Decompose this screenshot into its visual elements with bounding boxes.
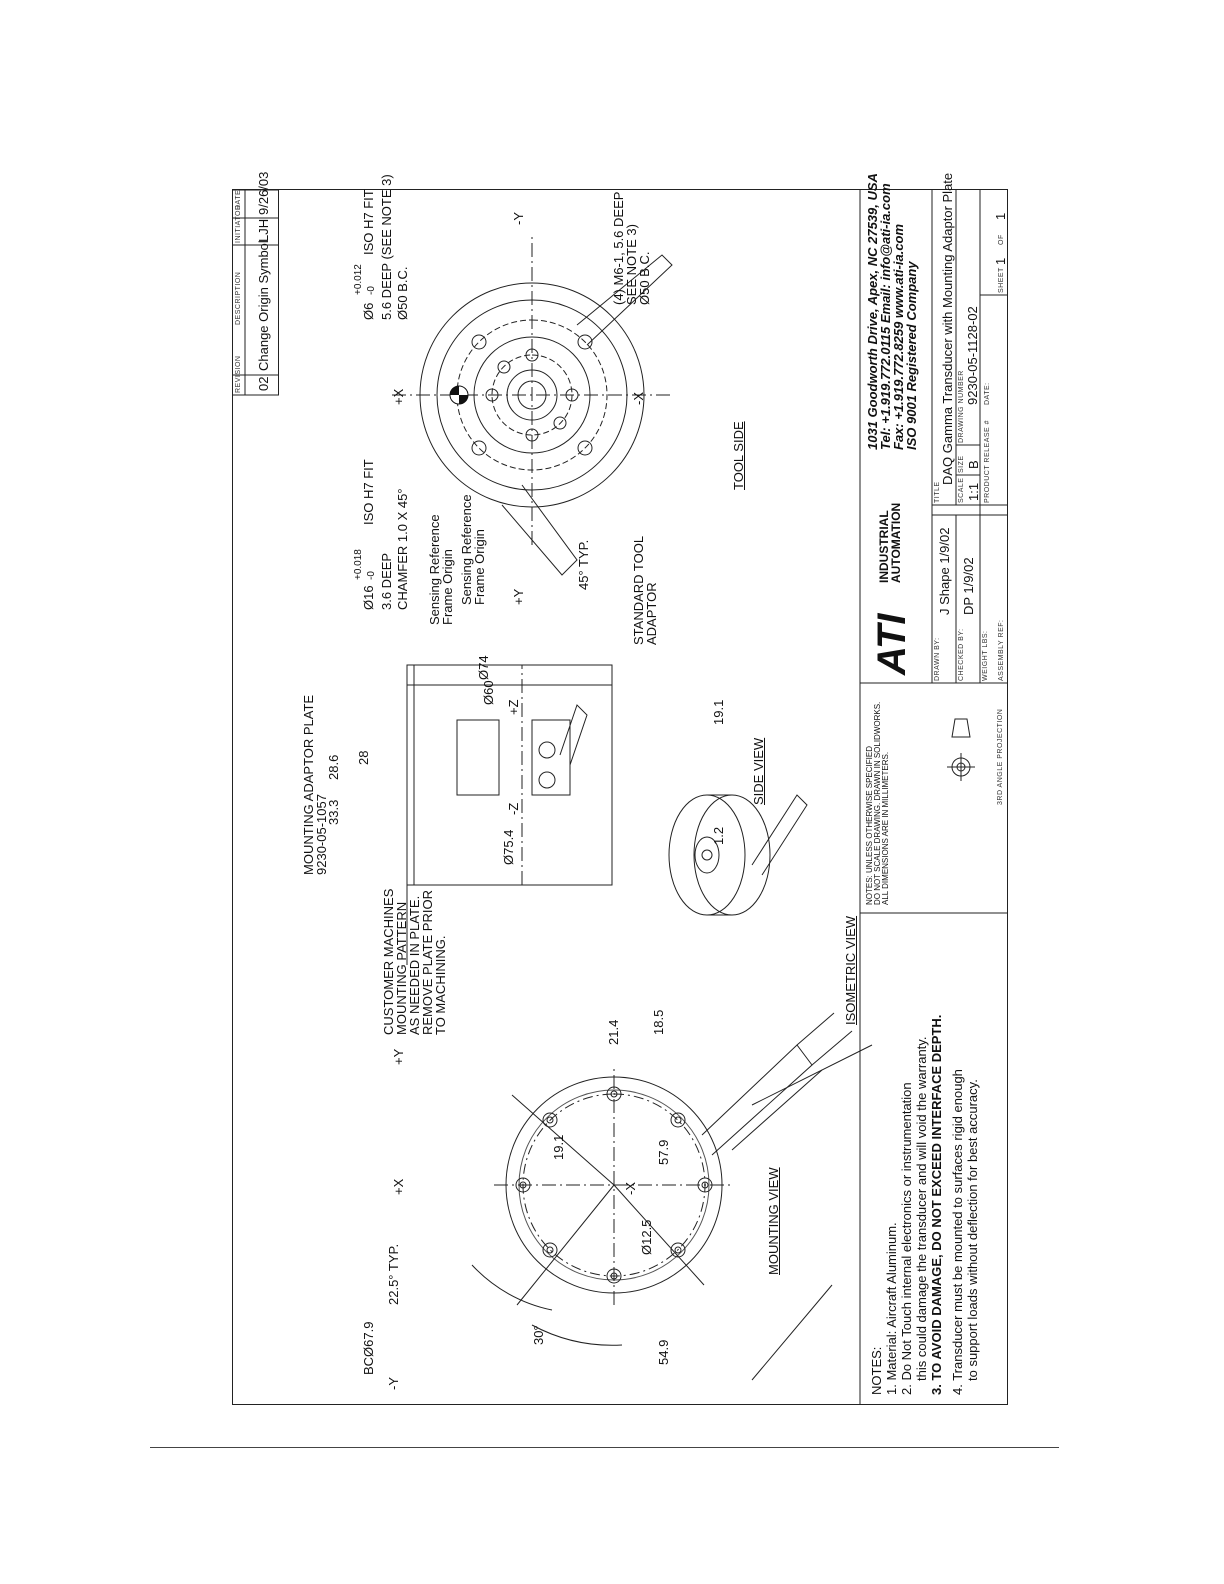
axis-plus-y: +Y — [391, 1048, 406, 1065]
m6-label-line-2: SEE NOTE 3) — [624, 224, 639, 305]
sensing-origin-2-line-1: Sensing Reference — [459, 494, 474, 605]
rev-header-description: DESCRIPTION — [235, 271, 242, 325]
company-address — [866, 173, 918, 450]
rev-header-revision: REVISION — [235, 355, 242, 393]
hole6-bc: Ø50 B.C. — [395, 266, 410, 320]
hole16-fit: ISO H7 FIT — [361, 459, 376, 525]
std-tool-line-1: STANDARD TOOL — [631, 535, 646, 645]
sheet-label: SHEET — [998, 267, 1005, 293]
m6-label-line-3: Ø50 B.C. — [637, 251, 652, 305]
adaptor-label — [302, 695, 328, 875]
sheet-number: 1 — [993, 257, 1008, 265]
general-notes-1: NOTES: UNLESS OTHERWISE SPECIFIED — [865, 746, 874, 905]
weight-label: WEIGHT LBS: — [982, 630, 989, 681]
notes — [870, 1015, 979, 1395]
assembly-label: ASSEMBLY REF: — [998, 619, 1005, 681]
note-3: 3. TO AVOID DAMAGE, DO NOT EXCEED INTERFACE DEPTH. — [929, 1014, 944, 1395]
logo-letters: ATI — [870, 613, 914, 675]
hole6-deep: 5.6 DEEP (SEE NOTE 3) — [379, 174, 394, 320]
customer-note-line-1: CUSTOMER MACHINES — [381, 888, 396, 1035]
drawing-number-label: DRAWING NUMBER — [958, 370, 965, 443]
footer-rule — [150, 1447, 1059, 1448]
logo-words — [878, 503, 902, 583]
std-tool-label — [632, 536, 658, 645]
customer-note-line-4: REMOVE PLATE PRIOR — [420, 890, 435, 1035]
dim-28-6: 28.6 — [326, 754, 341, 780]
tool-axis-plus-y: +Y — [511, 588, 526, 605]
dim-74: Ø74 — [476, 655, 491, 680]
hole16-tol-minus: -0 — [366, 571, 377, 580]
bc-dim: BCØ67.9 — [361, 1321, 376, 1375]
dim-28: 28 — [356, 750, 371, 765]
dim-12-5: Ø12.5 — [639, 1219, 654, 1255]
ati-logo — [870, 502, 914, 675]
scale: 1:1 — [966, 482, 981, 501]
adaptor-label-line-1: MOUNTING ADAPTOR PLATE — [301, 694, 316, 875]
general-notes-3: ALL DIMENSIONS ARE IN MILLIMETERS. — [881, 751, 890, 905]
note-2b: this could damage the transducer and will void the warranty. — [914, 1036, 929, 1381]
tool-axis-minus-y: -Y — [511, 212, 526, 225]
hole6-dim: Ø6 — [361, 302, 376, 320]
axis-minus-z: -Z — [506, 802, 521, 815]
date-label: DATE: — [984, 382, 991, 405]
size-label: SIZE — [958, 455, 965, 473]
rev-initiator: LJH — [256, 218, 271, 242]
customer-note-line-5: TO MACHINING. — [433, 935, 448, 1035]
angle-22-5: 22.5° TYP. — [386, 1243, 401, 1305]
dim-75-4: Ø75.4 — [501, 829, 516, 865]
dim-60: Ø60 — [481, 680, 496, 705]
projection-label: 3RD ANGLE PROJECTION — [997, 708, 1004, 805]
checked-by: DP 1/9/02 — [961, 557, 976, 615]
of-label: OF — [998, 234, 1005, 245]
axis-plus-x: +X — [391, 1178, 406, 1195]
checked-by-label: CHECKED BY: — [958, 628, 965, 681]
general-notes — [866, 702, 890, 905]
sensing-origin-1-line-1: Sensing Reference — [427, 514, 442, 625]
tool-axis-minus-x: -X — [631, 392, 646, 405]
drawn-by-label: DRAWN BY: — [934, 637, 941, 681]
drawn-by: J Shape 1/9/02 — [937, 527, 952, 615]
title-label: TITLE — [934, 481, 941, 503]
sheet-total: 1 — [993, 212, 1008, 220]
hole16-dim: Ø16 — [361, 585, 376, 610]
logo-word-1: INDUSTRIAL — [877, 510, 891, 583]
note-4a: 4. Transducer must be mounted to surfaces rigid enough — [950, 1069, 965, 1395]
rev-number: 02 — [256, 376, 271, 391]
drawing-number: 9230-05-1128-02 — [965, 306, 980, 405]
note-2a: 2. Do Not Touch internal electronics or instrumentation — [899, 1082, 914, 1395]
general-notes-2: DO NOT SCALE DRAWING. DRAWN IN SOLIDWORKS. — [873, 701, 882, 905]
isometric-view-title: ISOMETRIC VIEW — [843, 915, 858, 1025]
hole6-tol-minus: -0 — [366, 286, 377, 295]
address-line-2: Tel: +1.919.772.0115 Email: info@ati-ia.com — [878, 183, 893, 450]
std-tool-line-2: ADAPTOR — [644, 582, 659, 645]
sensing-origin-2-line-2: Frame Origin — [472, 529, 487, 605]
dim-19-1-side: 19.1 — [711, 699, 726, 725]
dim-21-4: 21.4 — [606, 1019, 621, 1045]
tool-axis-plus-x: +X — [391, 388, 406, 405]
rev-description: Change Origin Symbol — [256, 240, 271, 371]
hole6-fit: ISO H7 FIT — [361, 189, 376, 255]
customer-note — [382, 889, 447, 1035]
hole16-tol-plus: +0.018 — [353, 549, 364, 580]
angle-30: 30° — [531, 1325, 546, 1345]
customer-note-line-3: AS NEEDED IN PLATE. — [407, 895, 422, 1035]
angle-45: 45° TYP. — [576, 539, 591, 590]
isometric-view — [669, 795, 807, 915]
dim-1-2: 1.2 — [711, 826, 726, 845]
dim-18-5: 18.5 — [651, 1009, 666, 1035]
note-4b: to support loads without deflection for best accuracy. — [965, 1079, 980, 1381]
address-line-1: 1031 Goodworth Drive, Apex, NC 27539, USA — [865, 173, 880, 450]
sensing-origin-1-line-2: Frame Origin — [440, 549, 455, 625]
hole6-tol-plus: +0.012 — [353, 264, 364, 295]
dim-33-3: 33.3 — [326, 799, 341, 825]
adaptor-label-line-2: 9230-05-1057 — [314, 794, 329, 875]
dim-19-1: 19.1 — [551, 1134, 566, 1160]
sensing-origin-2 — [460, 494, 486, 605]
sensing-origin-1 — [428, 514, 454, 625]
rev-header-initiator: INITIATOR — [235, 204, 242, 243]
engineering-drawing-sheet — [232, 171, 1008, 1405]
axis-minus-y: -Y — [386, 1377, 401, 1390]
rev-date: 9/26/03 — [256, 171, 271, 215]
drawing-title: DAQ Gamma Transducer with Mounting Adaptor Plate — [940, 172, 955, 485]
note-1: 1. Material: Aircraft Aluminum. — [884, 1222, 899, 1395]
customer-note-line-2: MOUNTING PATTERN — [394, 901, 409, 1035]
mounting-view-title: MOUNTING VIEW — [766, 1167, 781, 1275]
size: B — [966, 460, 981, 469]
axis-minus-x: -X — [623, 1182, 638, 1195]
axis-plus-z: +Z — [506, 699, 521, 715]
release-label: PRODUCT RELEASE # — [984, 419, 991, 503]
m6-label — [612, 192, 651, 305]
m6-label-line-1: (4) M6-1, 5.6 DEEP — [611, 191, 626, 305]
scale-label: SCALE — [958, 477, 965, 503]
address-line-3: Fax: +1.919.772.8259 www.ati-ia.com — [891, 223, 906, 450]
address-line-4: ISO 9001 Registered Company — [904, 261, 919, 450]
notes-title: NOTES: — [869, 1346, 884, 1395]
origin-symbol — [450, 386, 468, 404]
rev-header-date: DATE — [235, 189, 242, 210]
logo-word-2: AUTOMATION — [889, 502, 903, 583]
side-view-title: SIDE VIEW — [751, 737, 766, 805]
tool-side-title: TOOL SIDE — [731, 421, 746, 490]
dim-54-9: 54.9 — [656, 1339, 671, 1365]
hole16-deep: 3.6 DEEP — [379, 552, 394, 610]
chamfer: CHAMFER 1.0 X 45° — [395, 488, 410, 610]
dim-57-9: 57.9 — [656, 1139, 671, 1165]
